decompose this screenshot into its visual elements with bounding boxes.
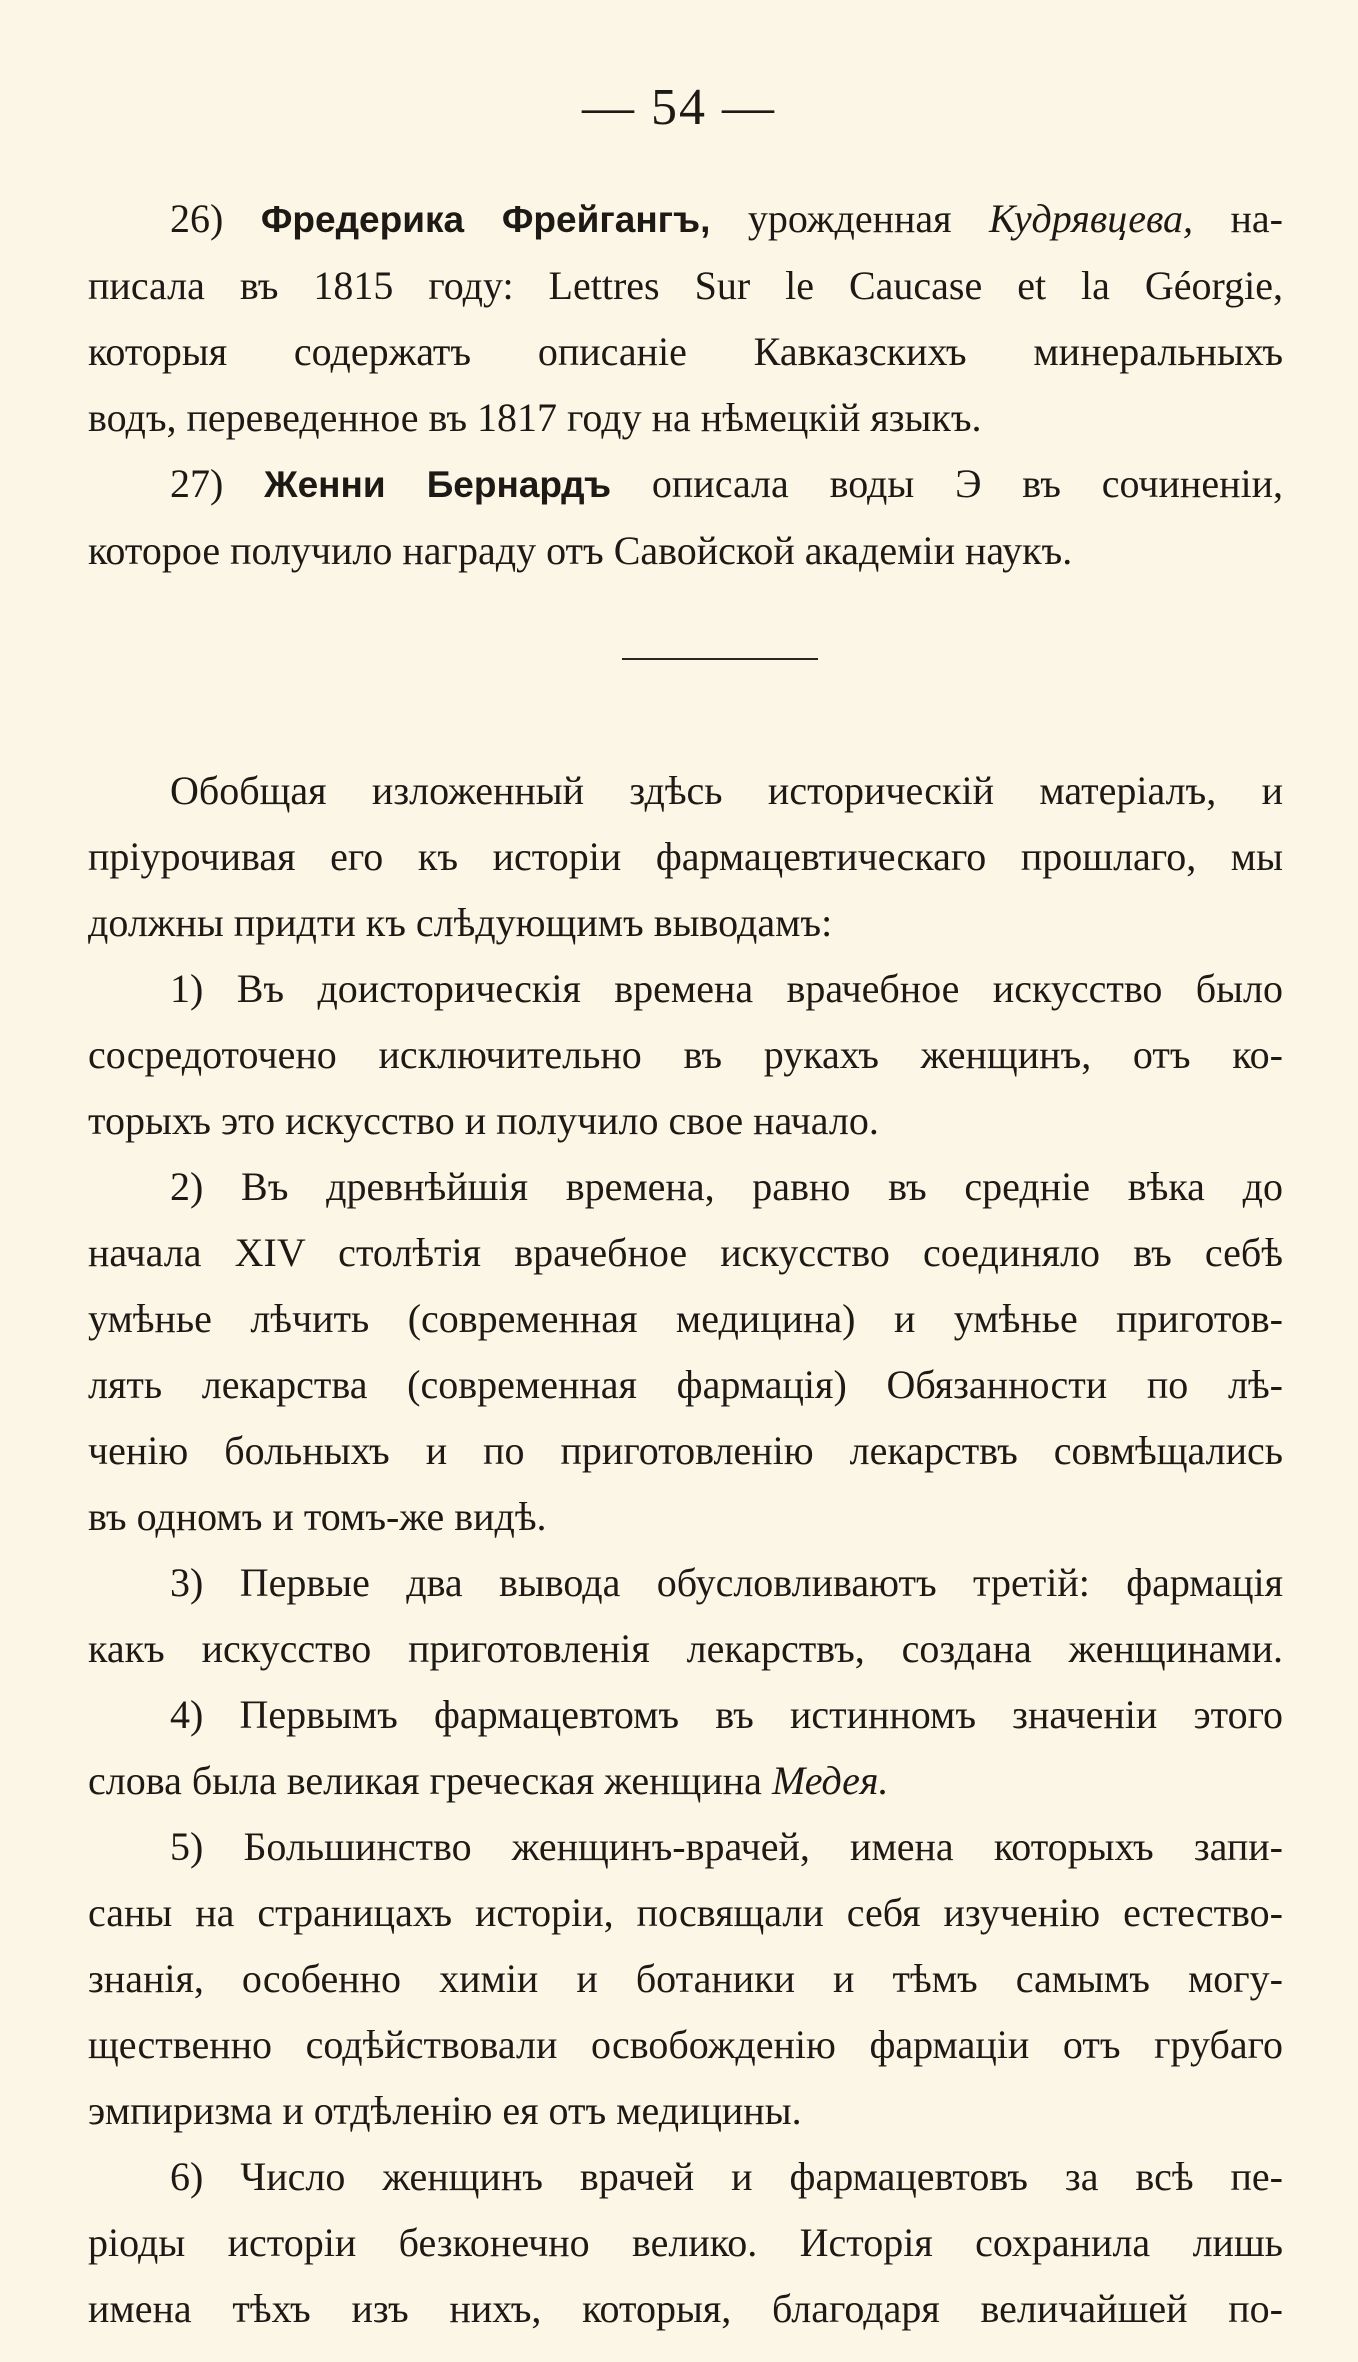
conclusions-block [88,758,1283,2342]
text-line: 5) Большинство женщинъ-врачей, имена которыхъ запи- [170,1824,1283,1869]
text-line [88,1748,1283,1814]
text-line: которое получило награду отъ Савойской академіи наукъ. [88,528,1073,573]
entry-26-line [88,186,1283,253]
text-line: торыхъ это искусство и получило свое начало. [88,1098,879,1143]
entry-27-line [88,451,1283,518]
section-divider [622,658,818,660]
text-line: лять лекарства (современная фармація) Обязанности по лѣ- [88,1362,1283,1407]
text-line: 4) Первымъ фармацевтомъ въ истинномъ значеніи этого [170,1692,1283,1737]
text-line: знанія, особенно химіи и ботаники и тѣмъ самымъ могу- [88,1956,1283,2001]
text-line: эмпиризма и отдѣленію ея отъ медицины. [88,2088,802,2133]
text-line: саны на страницахъ исторіи, посвящали себя изученію естество- [88,1890,1283,1935]
entries-block [88,186,1283,584]
text-line: которыя содержатъ описаніе Кавказскихъ минеральныхъ [88,329,1283,374]
text-line: писала въ 1815 году: Lettres Sur le Caucase et la Géorgie, [88,263,1283,308]
text-line: ріоды исторіи безконечно велико. Исторія сохранила лишь [88,2220,1283,2265]
text-line: 2) Въ древнѣйшія времена, равно въ средніе вѣка до [170,1164,1283,1209]
text-run: слова была великая греческая женщина [88,1758,762,1803]
text-run: на- [1230,196,1283,241]
text-line: ченію больныхъ и по приготовленію лекарствъ совмѣщались [88,1428,1283,1473]
text-line: имена тѣхъ изъ нихъ, которыя, благодаря величайшей по- [88,2286,1283,2331]
text-line: 1) Въ доисторическія времена врачебное искусство было [170,966,1283,1011]
text-line: сосредоточено исключительно въ рукахъ женщинъ, отъ ко- [88,1032,1283,1077]
text-line: водъ, переведенное въ 1817 году на нѣмецкій языкъ. [88,395,982,440]
text-line: начала XIV столѣтія врачебное искусство соединяло въ себѣ [88,1230,1283,1275]
entry-number: 26) [170,196,224,241]
person-name: Фредерика Фрейгангъ, [260,199,711,240]
text-line: пріурочивая его къ исторіи фармацевтическаго прошлаго, мы [88,834,1283,879]
maiden-name: Кудрявцева, [989,196,1194,241]
text-line: 6) Число женщинъ врачей и фармацевтовъ за всѣ пе- [170,2154,1283,2199]
text-line: щественно содѣйствовали освобожденію фармаціи отъ грубаго [88,2022,1283,2067]
person-name: Женни Бернардъ [264,464,612,505]
text-run: урожденная [747,196,952,241]
text-line: какъ искусство приготовленія лекарствъ, создана женщинами. [88,1626,1283,1671]
text-line: въ одномъ и томъ-же видѣ. [88,1494,547,1539]
text-line: умѣнье лѣчить (современная медицина) и умѣнье приготов- [88,1296,1283,1341]
entry-number: 27) [170,461,224,506]
text-run: описала воды Э въ сочиненіи, [651,461,1284,506]
text-line: должны придти къ слѣдующимъ выводамъ: [88,900,833,945]
text-line: 3) Первые два вывода обусловливаютъ третій: фармація [170,1560,1283,1605]
page-number: — 54 — [582,79,776,136]
text-line: Обобщая изложенный здѣсь историческій матеріалъ, и [170,768,1283,813]
name-medea: Медея. [771,1758,889,1803]
